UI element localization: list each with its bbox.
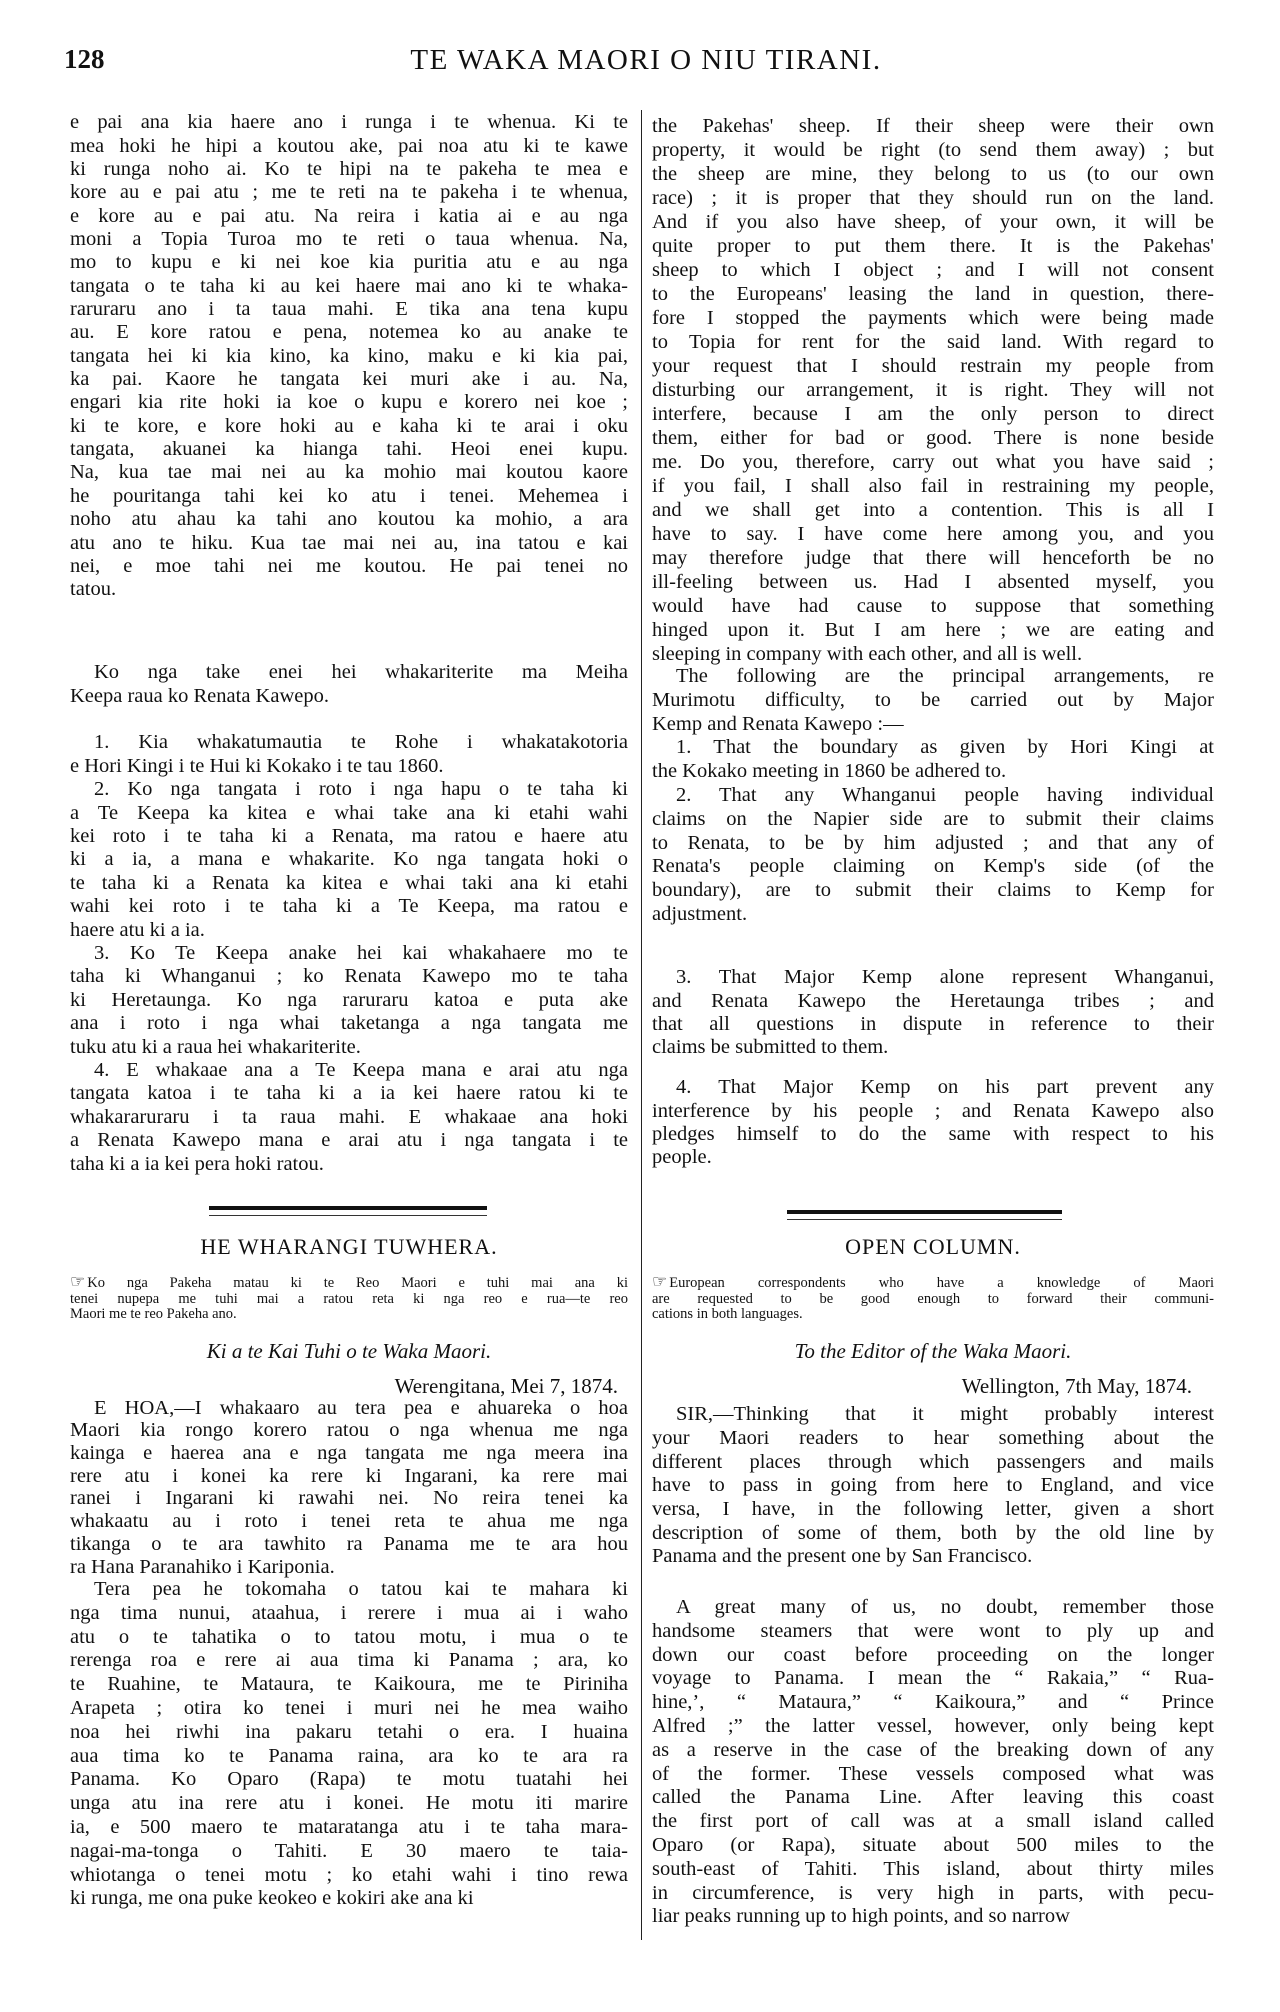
letter-translation xyxy=(652,114,1214,666)
text-line: race) ; it is proper that they should run on the land. xyxy=(652,187,1214,209)
text-line: taha ki Whanganui ; ko Renata Kawepo mo te taha xyxy=(70,965,628,988)
text-line: tikanga o te ara tawhito ra Panama me te ara hou xyxy=(70,1532,628,1555)
section-rule-thick xyxy=(209,1206,487,1210)
text-line: te Ruahine, te Mataura, te Kaikoura, me te Piriniha xyxy=(70,1673,628,1696)
text-line: of the former. These vessels composed what was xyxy=(652,1762,1214,1785)
text-line: e Hori Kingi i te Hui ki Kokako i te tau 1860. xyxy=(70,754,444,777)
text-line: raruraru ano i ta taua mahi. E tika ana tena kupu xyxy=(70,298,628,321)
text-line: Alfred ;” the latter vessel, however, only being kept xyxy=(652,1715,1214,1738)
newspaper-title: TE WAKA MAORI O NIU TIRANI. xyxy=(410,44,882,76)
page-number: 128 xyxy=(64,44,105,74)
letter-body xyxy=(652,1596,1214,1929)
text-line: Maori kia rongo korero ratou o nga whenua me nga xyxy=(70,1419,628,1442)
text-line: mea hoki he hipi a koutou ake, pai noa atu ki te kawe xyxy=(70,134,628,157)
text-line: whiotanga o tenei motu ; ko etahi wahi i tino rewa xyxy=(70,1863,628,1886)
text-line: ia, e 500 maero te mataratanga atu i te taha mara- xyxy=(70,1816,628,1839)
text-line: hinged upon it. But I am here ; we are eating and xyxy=(652,619,1214,641)
text-line: people. xyxy=(652,1146,712,1169)
text-line: e pai ana kia haere ano i runga i te whenua. Ki te xyxy=(70,111,628,134)
text-line: haere atu ki a ia. xyxy=(70,918,205,941)
text-line: 4. That Major Kemp on his part prevent any xyxy=(676,1076,1214,1099)
text-line: hine,’, “ Mataura,” “ Kaikoura,” and “ Prince xyxy=(652,1691,1214,1714)
letter-body xyxy=(652,1403,1214,1569)
letter-dateline: Werengitana, Mei 7, 1874. xyxy=(394,1374,618,1398)
text-line: te taha ki a Renata ka kitea e whai taki ana ki etahi xyxy=(70,871,628,894)
text-line: to Topia for rent for the said land. With regard to xyxy=(652,331,1214,353)
text-line: have to pass in going from here to England, and vice xyxy=(652,1474,1214,1497)
text-line: description of some of them, both by the old line by xyxy=(652,1521,1214,1544)
text-line: taha ki a ia kei pera hoki ratou. xyxy=(70,1152,324,1175)
text-line: tangata, akuanei ka hianga tahi. Heoi enei kupu. xyxy=(70,438,628,461)
text-line: The following are the principal arrangements, re xyxy=(676,665,1214,688)
section-notice-english xyxy=(652,1274,1214,1323)
text-line: to the Europeans' leasing the land in question, there- xyxy=(652,283,1214,305)
section-heading-maori: HE WHARANGI TUWHERA. xyxy=(200,1234,498,1259)
text-line: nei, e moe tahi nei me koutou. He pai tenei no xyxy=(70,554,628,577)
text-line: them, either for bad or good. There is none beside xyxy=(652,427,1214,449)
text-line: mo to kupu e ki nei koe kia puritia atu e au nga xyxy=(70,251,628,274)
notice-line: are requested to be good enough to forward their communi- xyxy=(652,1290,1214,1307)
text-line: ka pai. Kaore he tangata kei muri ake i au. Na, xyxy=(70,368,628,391)
text-line: tangata o te taha ki au kei haere mai ano ki te whaka- xyxy=(70,274,628,297)
text-line: Renata's people claiming on Kemp's side (of the xyxy=(652,855,1214,878)
text-line: down our coast before proceeding on the longer xyxy=(652,1643,1214,1666)
text-line: and we shall get into a contention. This is all I xyxy=(652,499,1214,521)
text-line: atu ano te hiku. Kua tae mai nei au, ina tatou e kai xyxy=(70,531,628,554)
text-line: different places through which passengers and mails xyxy=(652,1450,1214,1473)
letter-body xyxy=(70,1578,628,1911)
text-line: adjustment. xyxy=(652,903,748,926)
arrangements-intro xyxy=(70,660,628,708)
notice-line: tenei nupepa me tuhi mai a ratou reta ki nga reo e rua—te reo xyxy=(70,1290,628,1307)
text-line: 4. E whakaae ana a Te Keepa mana e arai atu nga xyxy=(94,1058,628,1081)
text-line: a Renata Kawepo mana e arai atu i nga tangata i te xyxy=(70,1129,628,1152)
letter-salutation: Ki a te Kai Tuhi o te Waka Maori. xyxy=(206,1339,492,1363)
letter-dateline: Wellington, 7th May, 1874. xyxy=(961,1374,1192,1398)
text-line: claims on the Napier side are to submit their claims xyxy=(652,807,1214,830)
text-line: 3. That Major Kemp alone represent Whanganui, xyxy=(676,966,1214,989)
arrangements-list xyxy=(652,665,1214,927)
text-line: fore I stopped the payments which were being made xyxy=(652,307,1214,329)
text-line: me. Do you, therefore, carry out what you have said ; xyxy=(652,451,1214,473)
text-line: the first port of call was at a small island called xyxy=(652,1810,1214,1833)
text-line: to Renata, to be by him adjusted ; and that any of xyxy=(652,831,1214,854)
text-line: quite proper to put them there. It is the Pakehas' xyxy=(652,235,1214,257)
text-line: kainga e haerea ana e nga tangata me nga meera ina xyxy=(70,1442,628,1465)
text-line: property, it would be right (to send them away) ; but xyxy=(652,139,1214,161)
text-line: ranei i Ingarani ki rawahi nei. No reira tenei ka xyxy=(70,1487,628,1510)
text-line: sheep to which I object ; and I will not consent xyxy=(652,259,1214,281)
text-line: versa, I have, in the following letter, given a short xyxy=(652,1497,1214,1520)
arrangement-item xyxy=(652,966,1214,1059)
text-line: ana i roto i nga whai taketanga a nga tangata me xyxy=(70,1012,628,1035)
section-rule-thin xyxy=(787,1219,1062,1220)
notice-line: European correspondents who have a knowledge of Maori xyxy=(669,1275,1214,1291)
text-line: the Kokako meeting in 1860 be adhered to. xyxy=(652,760,1007,783)
text-line: called the Panama Line. After leaving this coast xyxy=(652,1786,1214,1809)
text-line: liar peaks running up to high points, and so narrow xyxy=(652,1905,1070,1928)
arrangements-list xyxy=(70,731,628,1176)
text-line: interference by his people ; and Renata Kawepo also xyxy=(652,1099,1214,1122)
text-line: Keepa raua ko Renata Kawepo. xyxy=(70,685,329,707)
text-line: Na, kua tae mai nei au ka mohio mai koutou kaore xyxy=(70,461,628,484)
text-line: Ko nga take enei hei whakariterite ma Meiha xyxy=(94,661,628,683)
text-line: ki te kore, e kore hoki au e kaha ki te arai i oku xyxy=(70,414,628,437)
column-divider xyxy=(641,110,642,1940)
text-line: nga tima nunui, ataahua, i rerere i mua ai i waho xyxy=(70,1601,628,1624)
text-line: a Te Keepa ka kitea e whai take ana ki etahi wahi xyxy=(70,801,628,824)
text-line: E HOA,—I whakaaro au tera pea e ahuareka o hoa xyxy=(94,1396,628,1419)
text-line: as a reserve in the case of the breaking down of any xyxy=(652,1738,1214,1761)
text-line: noho atu ahau ka tahi ano koutou ka mohio, a ara xyxy=(70,508,628,531)
text-line: in circumference, is very high in parts, with pecu- xyxy=(652,1881,1214,1904)
text-line: kore au e pai atu ; me te reti na te pakeha i te whenua, xyxy=(70,181,628,204)
text-line: and Renata Kawepo the Heretaunga tribes ; and xyxy=(652,989,1214,1012)
text-line: SIR,—Thinking that it might probably interest xyxy=(676,1403,1214,1426)
section-heading-english: OPEN COLUMN. xyxy=(845,1234,1021,1259)
text-line: boundary), are to submit their claims to Kemp for xyxy=(652,879,1214,902)
notice-line: Ko nga Pakeha matau ki te Reo Maori e tuhi mai ana ki xyxy=(87,1275,628,1291)
text-line: nagai-ma-tonga o Tahiti. E 30 maero te taia- xyxy=(70,1839,628,1862)
text-line: unga atu ina rere atu i konei. He motu iti marire xyxy=(70,1792,628,1815)
text-line: your Maori readers to hear something about the xyxy=(652,1426,1214,1449)
text-line: handsome steamers that were wont to ply up and xyxy=(652,1619,1214,1642)
text-line: ki runga noho ai. Ko te hipi na te pakeha te mea e xyxy=(70,158,628,180)
text-line: 2. Ko nga tangata i roto i nga hapu o te taha ki xyxy=(94,778,628,801)
text-line: tuku atu ki a raua hei whakariterite. xyxy=(70,1035,361,1058)
notice-line: Maori me te reo Pakeha ano. xyxy=(70,1306,237,1322)
text-line: Oparo (or Rapa), situate about 500 miles to the xyxy=(652,1834,1214,1857)
text-line: 1. Kia whakatumautia te Rohe i whakatakotoria xyxy=(94,731,628,754)
text-line: claims be submitted to them. xyxy=(652,1036,889,1059)
text-line: if you fail, I shall also fail in restraining my people, xyxy=(652,475,1214,497)
text-line: ill-feeling between us. Had I absented myself, you xyxy=(652,571,1214,593)
section-notice-maori xyxy=(70,1274,628,1323)
text-line: voyage to Panama. I mean the “ Rakaia,” “ Rua- xyxy=(652,1667,1214,1690)
text-line: kei roto i te taha ki a Renata, ma ratou e haere atu xyxy=(70,824,628,847)
text-line: your request that I should restrain my people from xyxy=(652,355,1214,377)
text-line: disturbing our arrangement, it is right. They will not xyxy=(652,379,1214,401)
text-line: that all questions in dispute in reference to their xyxy=(652,1012,1214,1035)
text-line: A great many of us, no doubt, remember those xyxy=(676,1596,1214,1619)
text-line: 2. That any Whanganui people having individual xyxy=(676,784,1214,807)
text-line: Panama. Ko Oparo (Rapa) te motu tuatahi hei xyxy=(70,1768,628,1791)
text-line: the Pakehas' sheep. If their sheep were their own xyxy=(652,115,1214,137)
letter-body xyxy=(70,1397,628,1579)
text-line: Murimotu difficulty, to be carried out by Major xyxy=(652,688,1214,711)
text-line: south-east of Tahiti. This island, about thirty miles xyxy=(652,1857,1214,1880)
text-line: rerenga roa e rere ai aua tima ki Panama ; ara, ko xyxy=(70,1649,628,1672)
text-line: he pouritanga tahi kei ko atu i tenei. Mehemea i xyxy=(70,484,628,507)
text-line: ki Heretaunga. Ko nga raruraru katoa e puta ake xyxy=(70,988,628,1011)
text-line: 1. That the boundary as given by Hori Kingi at xyxy=(676,736,1214,759)
text-line: Kemp and Renata Kawepo :— xyxy=(652,712,904,735)
text-line: noa hei riwhi ina pakaru tetahi o era. I huaina xyxy=(70,1720,628,1743)
text-line: Panama and the present one by San Francisco. xyxy=(652,1545,1033,1568)
text-line: would have had cause to suppose that something xyxy=(652,595,1214,617)
text-line: wahi kei roto i te taha ki a Te Keepa, ma ratou e xyxy=(70,895,628,918)
arrangement-item xyxy=(652,1076,1214,1169)
text-line: e kore au e pai atu. Na reira i katia ai e au nga xyxy=(70,204,628,227)
text-line: tangata hei ki kia kino, ka kino, maku e ki kia pai, xyxy=(70,344,628,367)
letter-continuation xyxy=(70,111,628,601)
pointing-hand-icon: ☞ xyxy=(70,1272,86,1291)
text-line: moni a Topia Turoa mo te reti o taua whenua. Na, xyxy=(70,228,628,251)
text-line: 3. Ko Te Keepa anake hei kai whakahaere mo te xyxy=(94,941,628,964)
notice-line: cations in both languages. xyxy=(652,1306,803,1322)
text-line: Arapeta ; otira ko tenei i muri nei he mea waiho xyxy=(70,1697,628,1720)
text-line: Tera pea he tokomaha o tatou kai te mahara ki xyxy=(94,1578,628,1601)
text-line: whakararuraru i ta raua mahi. E whakaae ana hoki xyxy=(70,1105,628,1128)
text-line: aua tima ko te Panama raina, ara ko te ara ra xyxy=(70,1744,628,1767)
text-line: pledges himself to do the same with respect to his xyxy=(652,1122,1214,1145)
text-line: whakaatu au i roto i tenei reta te ahua me nga xyxy=(70,1510,628,1533)
text-line: rere atu i konei ka rere ki Ingarani, ka rere mai xyxy=(70,1464,628,1487)
section-rule-thin xyxy=(209,1215,487,1216)
text-line: have to say. I have come here among you, and you xyxy=(652,523,1214,545)
text-line: au. E kore ratou e pena, notemea ko au anake te xyxy=(70,321,628,344)
text-line: tangata katoa i te taha ki a ia kei haere ratou ki te xyxy=(70,1082,628,1105)
section-rule-thick xyxy=(787,1210,1062,1214)
letter-salutation: To the Editor of the Waka Maori. xyxy=(794,1339,1072,1363)
text-line: And if you also have sheep, of your own, it will be xyxy=(652,211,1214,233)
text-line: interfere, because I am the only person to direct xyxy=(652,403,1214,425)
text-line: ki runga, me ona puke keokeo e kokiri ake ana ki xyxy=(70,1887,474,1910)
text-line: may therefore judge that there will henceforth be no xyxy=(652,547,1214,569)
text-line: tatou. xyxy=(70,578,117,601)
text-line: atu o te tahatika o to tatou motu, i mua o te xyxy=(70,1625,628,1648)
text-line: sleeping in company with each other, and all is well. xyxy=(652,643,1083,665)
pointing-hand-icon: ☞ xyxy=(652,1272,668,1291)
text-line: ra Hana Paranahiko i Kariponia. xyxy=(70,1555,335,1578)
text-line: the sheep are mine, they belong to us (to our own xyxy=(652,163,1214,185)
text-line: engari kia rite hoki ia koe o kupu e korero nei koe ; xyxy=(70,391,628,414)
text-line: ki a ia, a mana e whakarite. Ko nga tangata hoki o xyxy=(70,848,628,871)
